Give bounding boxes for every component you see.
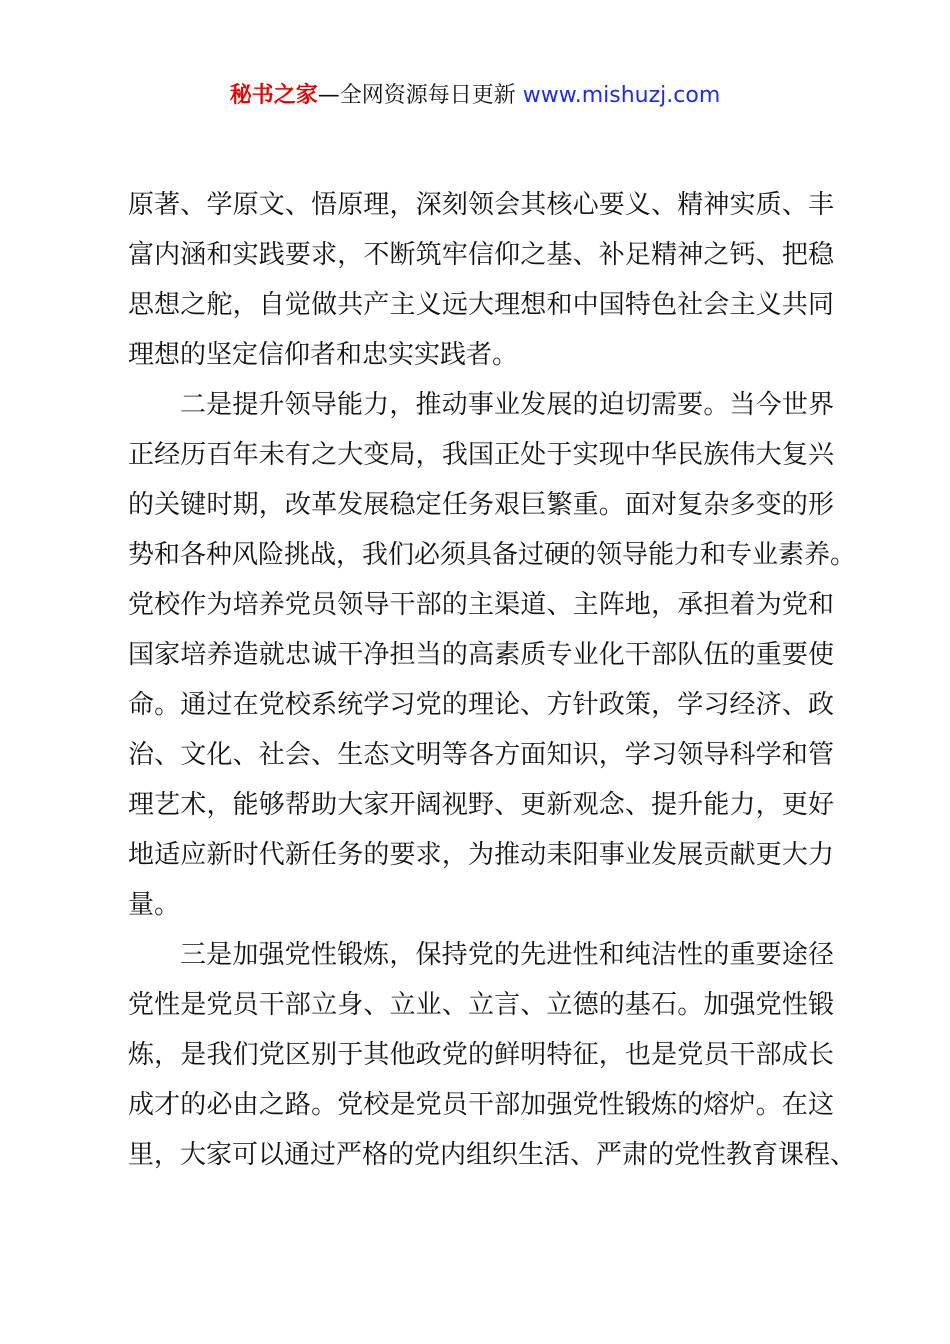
- text-line: 势和各种风险挑战，我们必须具备过硬的领导能力和专业素养。: [128, 540, 857, 570]
- text-line: 思想之舵，自觉做共产主义远大理想和中国特色社会主义共同: [128, 290, 834, 320]
- text-line: 理艺术，能够帮助大家开阔视野、更新观念、提升能力，更好: [128, 790, 834, 820]
- text-line: 原著、学原文、悟原理，深刻领会其核心要义、精神实质、丰: [128, 190, 834, 220]
- text-line: 国家培养造就忠诚干净担当的高素质专业化干部队伍的重要使: [128, 640, 834, 670]
- paragraph-heading: 三是加强党性锻炼，保持党的先进性和纯洁性的重要途径: [180, 940, 834, 970]
- site-url[interactable]: www.mishuzj.com: [522, 83, 721, 108]
- text-line: 富内涵和实践要求，不断筑牢信仰之基、补足精神之钙、把稳: [128, 240, 834, 270]
- text-line: 炼，是我们党区别于其他政党的鲜明特征，也是党员干部成长: [128, 1040, 834, 1070]
- text-line: 量。: [128, 890, 181, 920]
- text-line: 成才的必由之路。党校是党员干部加强党性锻炼的熔炉。在这: [128, 1090, 834, 1120]
- text-line: 治、文化、社会、生态文明等各方面知识，学习领导科学和管: [128, 740, 834, 770]
- document-body: [128, 180, 857, 1180]
- text-line: 正经历百年未有之大变局，我国正处于实现中华民族伟大复兴: [128, 440, 834, 470]
- text-line: 的关键时期，改革发展稳定任务艰巨繁重。面对复杂多变的形: [128, 490, 834, 520]
- text-line: 理想的坚定信仰者和忠实实践者。: [128, 340, 519, 370]
- site-slogan: —全网资源每日更新: [317, 83, 516, 108]
- text-line: 里，大家可以通过严格的党内组织生活、严肃的党性教育课程、: [128, 1140, 857, 1170]
- page-header: [0, 80, 950, 112]
- text-line: 地适应新时代新任务的要求，为推动耒阳事业发展贡献更大力: [128, 840, 834, 870]
- site-brand: 秘书之家: [229, 83, 318, 108]
- text-line: 党性是党员干部立身、立业、立言、立德的基石。加强党性锻: [128, 990, 834, 1020]
- text-line: 命。通过在党校系统学习党的理论、方针政策，学习经济、政: [128, 690, 834, 720]
- text-line: 党校作为培养党员领导干部的主渠道、主阵地，承担着为党和: [128, 590, 834, 620]
- paragraph-heading: 二是提升领导能力，推动事业发展的迫切需要。当今世界: [180, 390, 834, 420]
